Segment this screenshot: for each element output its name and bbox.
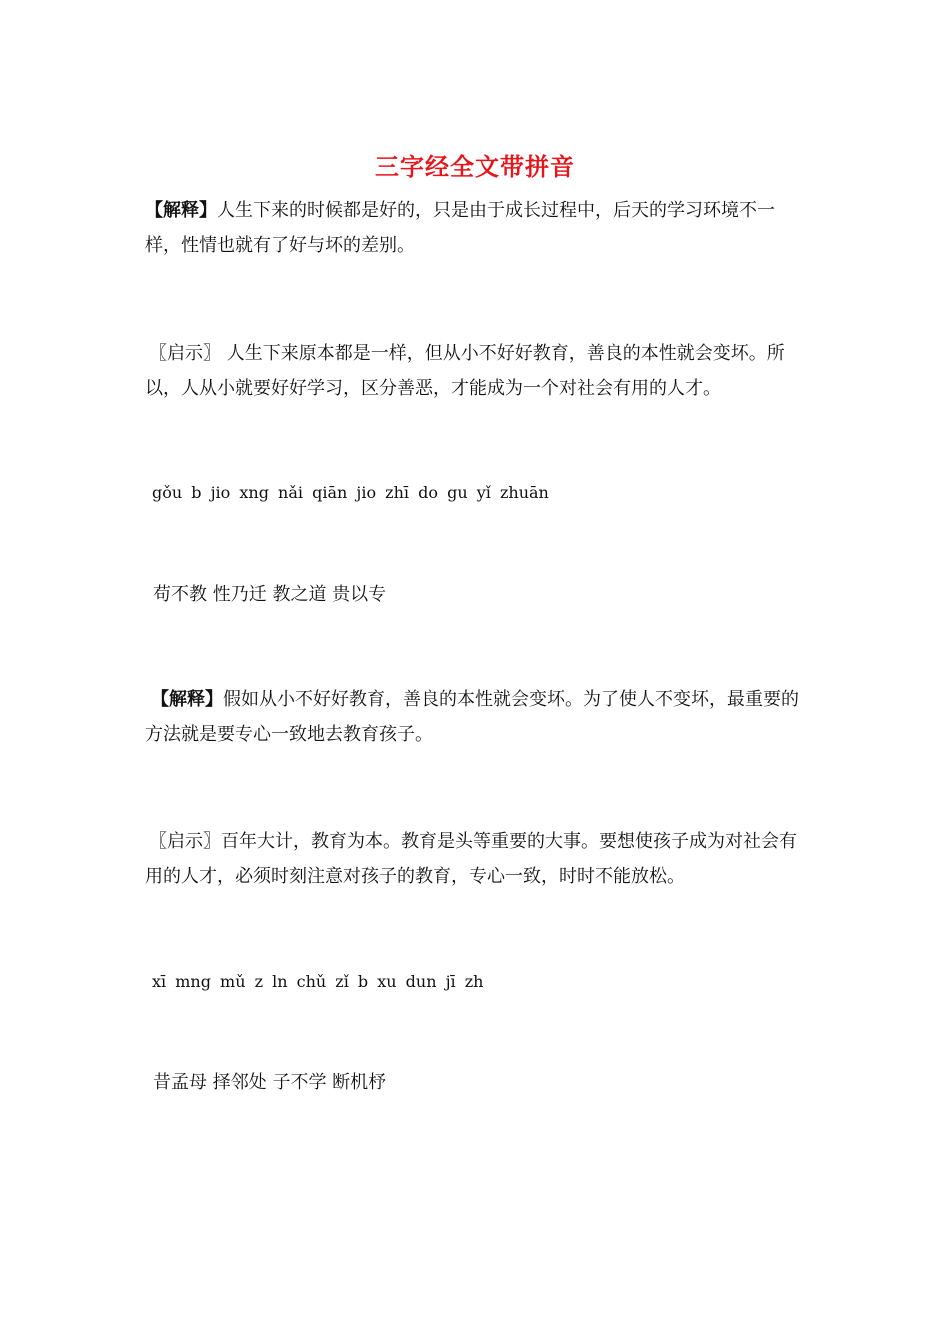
explanation-paragraph-2 [145, 682, 810, 752]
explanation-text: 假如从小不好好教育，善良的本性就会变坏。为了使人不变坏，最重要的方法就是要专心一致地去教育孩子。 [145, 689, 799, 745]
insight-text: 人生下来原本都是一样，但从小不好好教育，善良的本性就会变坏。所以，人从小就要好好学习，区分善恶，才能成为一个对社会有用的人才。 [145, 343, 785, 399]
verse-line-2: 昔孟母 择邻处 子不学 断机杼 [153, 1072, 387, 1093]
document-title: 三字经全文带拼音 [375, 153, 575, 181]
pinyin-line-1: gǒu b jio xng nǎi qiān jio zhī do gu yǐ zhuān [152, 483, 549, 502]
insight-tag: 〖启示〗 [149, 343, 221, 364]
pinyin-line-2: xī mng mǔ z ln chǔ zǐ b xu dun jī zh [152, 972, 484, 991]
insight-tag: 〖启示〗 [149, 831, 221, 852]
explanation-text: 人生下来的时候都是好的，只是由于成长过程中，后天的学习环境不一样，性情也就有了好与坏的差别。 [145, 200, 775, 256]
verse-line-1: 苟不教 性乃迁 教之道 贵以专 [153, 584, 387, 605]
explanation-tag: 【解释】 [145, 200, 217, 221]
explanation-paragraph-1 [145, 193, 810, 263]
insight-paragraph-1 [145, 336, 810, 406]
insight-text: 百年大计，教育为本。教育是头等重要的大事。要想使孩子成为对社会有用的人才，必须时刻注意对孩子的教育，专心一致，时时不能放松。 [145, 831, 797, 887]
explanation-tag: 【解释】 [151, 689, 223, 710]
insight-paragraph-2 [145, 824, 810, 894]
